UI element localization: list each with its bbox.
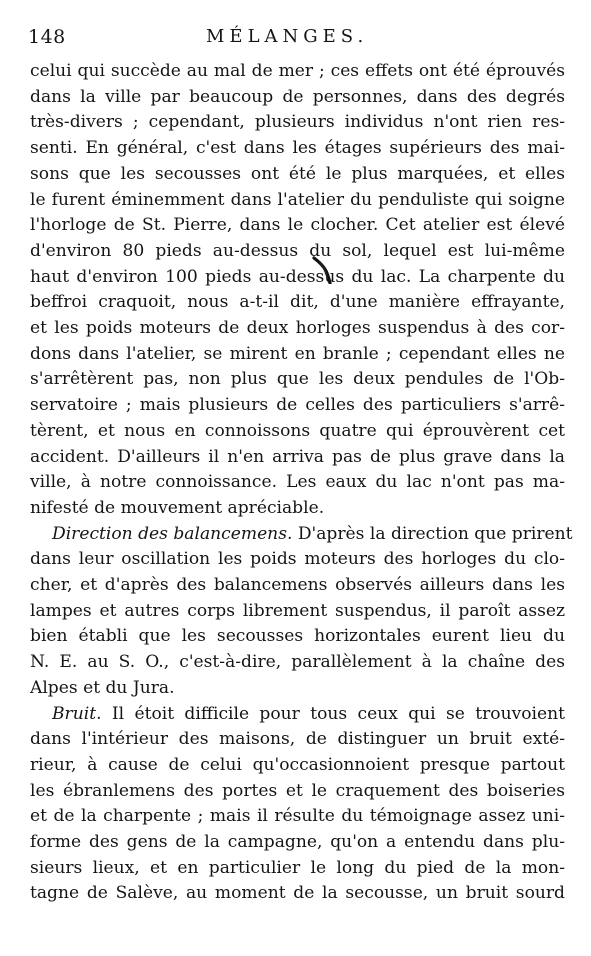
line-text: senti. En général, c'est dans les étages supérieurs des mai- xyxy=(30,138,565,159)
line-text: haut d'environ 100 pieds au-dessus du lac. La charpente du xyxy=(30,266,565,287)
text-line xyxy=(30,161,565,187)
text-line xyxy=(30,880,565,906)
line-text: dans l'intérieur des maisons, de distinguer un bruit exté- xyxy=(30,729,565,750)
text-line xyxy=(30,418,565,444)
page-header xyxy=(28,24,568,50)
text-line xyxy=(30,752,565,778)
text-line xyxy=(30,726,565,752)
text-line xyxy=(52,701,565,727)
text-line xyxy=(30,135,565,161)
text-line xyxy=(30,109,565,135)
text-line xyxy=(30,778,565,804)
line-text: d'environ 80 pieds au-dessus du sol, lequel est lui-même xyxy=(30,240,565,261)
line-text: D'après la direction que prirent xyxy=(292,523,573,544)
text-line xyxy=(30,495,565,521)
line-text: les ébranlemens des portes et le craquement des boiseries xyxy=(30,780,565,801)
text-line xyxy=(30,341,565,367)
line-text: tèrent, et nous en connoissons quatre qui éprouvèrent cet xyxy=(30,420,565,441)
text-line xyxy=(30,238,565,264)
line-text: beffroi craquoit, nous a-t-il dit, d'une manière effrayante, xyxy=(30,292,565,313)
line-text: celui qui succède au mal de mer ; ces effets ont été éprouvés xyxy=(30,61,565,81)
line-text: tagne de Salève, au moment de la secousse, un bruit sourd xyxy=(30,883,565,904)
text-line xyxy=(30,598,565,624)
text-line xyxy=(30,315,565,341)
text-line xyxy=(30,572,565,598)
line-text: servatoire ; mais plusieurs de celles des particuliers s'arrê- xyxy=(30,395,565,416)
line-text: et les poids moteurs de deux horloges suspendus à des cor- xyxy=(30,318,565,338)
section-heading: Bruit. xyxy=(52,703,102,724)
line-text: Alpes et du Jura. xyxy=(30,677,175,698)
text-line xyxy=(30,649,565,675)
text-line xyxy=(30,546,565,572)
line-text: sons que les secousses ont été le plus marquées, et elles xyxy=(30,163,565,184)
page-number: 148 xyxy=(28,26,66,48)
line-text: cher, et d'après des balancemens observés ailleurs dans les xyxy=(30,575,565,595)
text-line xyxy=(30,829,565,855)
text-line xyxy=(30,444,565,470)
line-text: le furent éminemment dans l'atelier du penduliste qui soigne xyxy=(30,189,565,210)
line-text: dons dans l'atelier, se mirent en branle ; cependant elles ne xyxy=(30,343,565,364)
line-text: l'horloge de St. Pierre, dans le clocher. Cet atelier est élevé xyxy=(30,215,565,236)
line-text: très-divers ; cependant, plusieurs individus n'ont rien res- xyxy=(30,112,565,133)
text-line xyxy=(30,803,565,829)
running-title: MÉLANGES. xyxy=(206,26,369,47)
text-line xyxy=(30,469,565,495)
line-text: s'arrêtèrent pas, non plus que les deux pendules de l'Ob- xyxy=(30,369,565,390)
ink-smudge-mark xyxy=(312,256,334,284)
line-text: sieurs lieux, et en particulier le long du pied de la mon- xyxy=(30,857,565,878)
text-line xyxy=(30,264,565,290)
line-text: dans la ville par beaucoup de personnes, dans des degrés xyxy=(30,86,565,107)
text-line xyxy=(30,58,565,84)
line-text: dans leur oscillation les poids moteurs des horloges du clo- xyxy=(30,549,565,570)
text-line xyxy=(30,392,565,418)
text-line xyxy=(30,212,565,238)
text-line xyxy=(30,84,565,110)
line-text: N. E. au S. O., c'est-à-dire, parallèlement à la chaîne des xyxy=(30,652,565,673)
line-text: Il étoit difficile pour tous ceux qui se trouvoient xyxy=(101,703,565,724)
text-line xyxy=(30,187,565,213)
line-text: lampes et autres corps librement suspendus, il paroît assez xyxy=(30,600,565,621)
text-line xyxy=(52,521,573,547)
line-text: forme des gens de la campagne, qu'on a entendu dans plu- xyxy=(30,832,565,852)
line-text: bien établi que les secousses horizontales eurent lieu du xyxy=(30,626,565,647)
text-line xyxy=(30,289,565,315)
line-text: et de la charpente ; mais il résulte du témoignage assez uni- xyxy=(30,806,565,827)
line-text: accident. D'ailleurs il n'en arriva pas de plus grave dans la xyxy=(30,446,565,467)
line-text: nifesté de mouvement apréciable. xyxy=(30,497,325,518)
line-text: ville, à notre connoissance. Les eaux du lac n'ont pas ma- xyxy=(30,472,565,493)
text-line xyxy=(30,855,565,881)
section-heading: Direction des balancemens. xyxy=(52,523,293,544)
text-line xyxy=(30,366,565,392)
text-line xyxy=(30,675,565,701)
text-line xyxy=(30,623,565,649)
line-text: rieur, à cause de celui qu'occasionnoient presque partout xyxy=(30,754,565,775)
